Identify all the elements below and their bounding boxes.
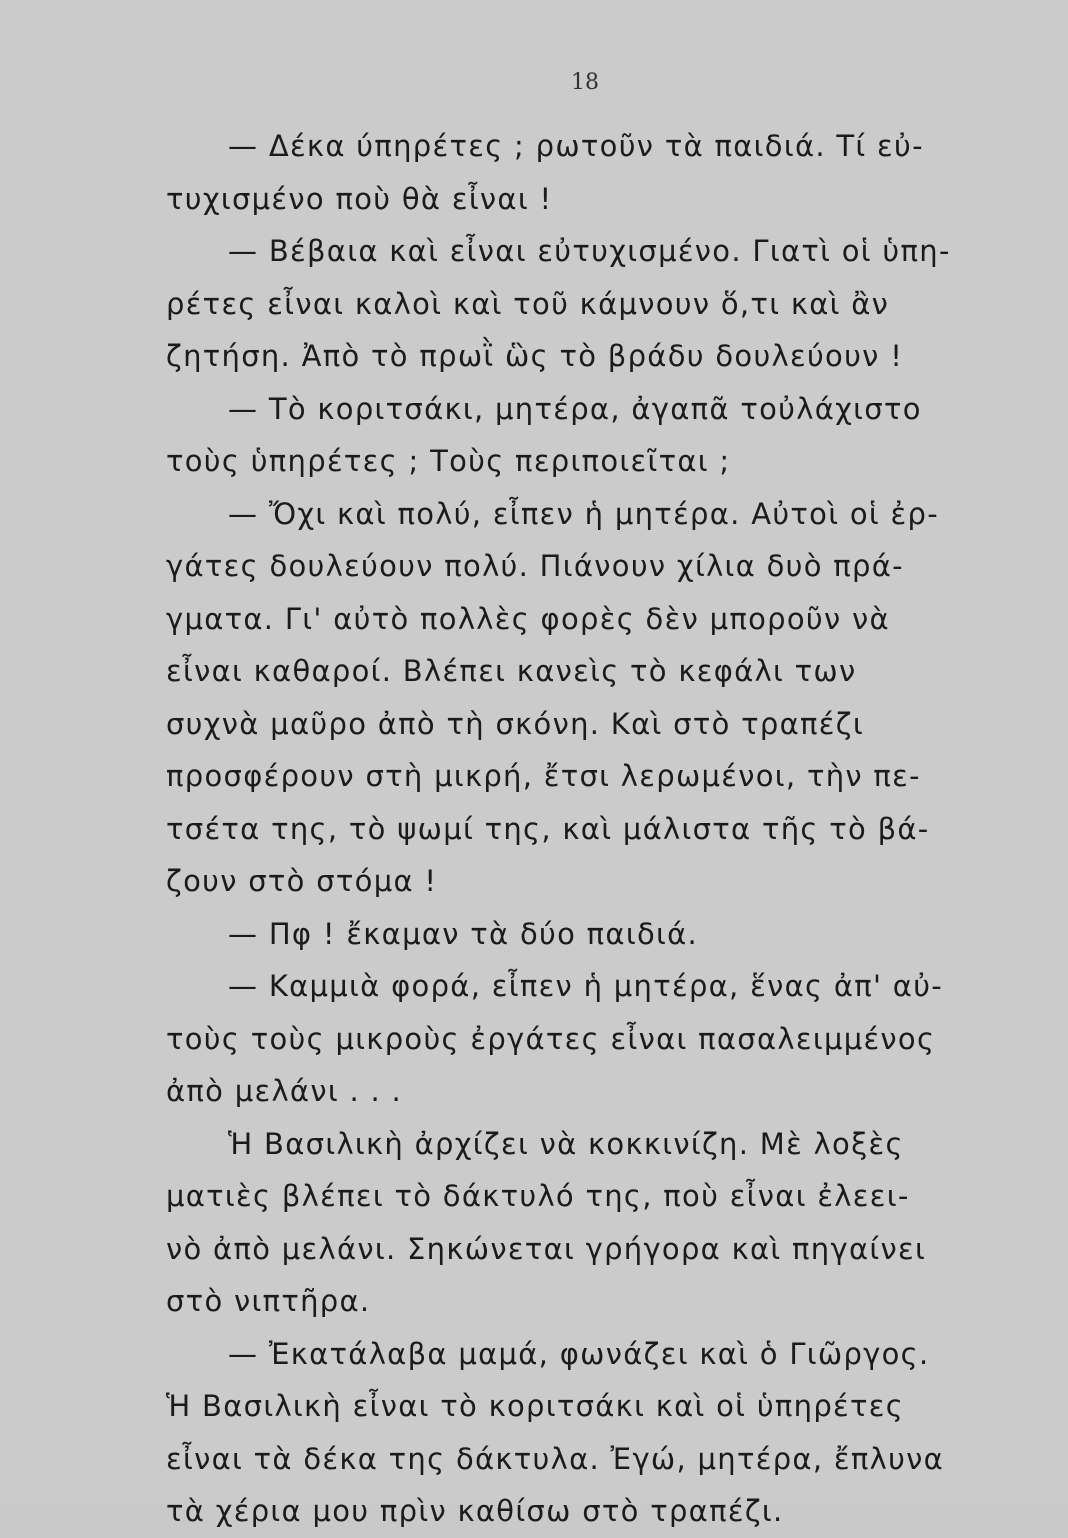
- text-line: ζουν στὸ στόμα !: [166, 864, 438, 898]
- text-line: — Δέκα ύπηρέτες ; ρωτοῦν τὰ παιδιά. Τί εὐ-: [228, 129, 924, 163]
- text-line: γάτες δουλεύουν πολύ. Πιάνουν χίλια δυὸ πρά-: [166, 549, 904, 583]
- text-line: νὸ ἀπὸ μελάνι. Σηκώνεται γρήγορα καὶ πηγαίνει: [166, 1231, 927, 1266]
- text-line: συχνὰ μαῦρο ἀπὸ τὴ σκόνη. Καὶ στὸ τραπέζι: [166, 706, 864, 741]
- text-line: τοὺς ὑπηρέτες ; Τοὺς περιποιεῖται ;: [166, 444, 731, 478]
- text-line: ρέτες εἶναι καλοὶ καὶ τοῦ κάμνουν ὅ,τι καὶ ἂν: [166, 286, 890, 321]
- text-line: ματιὲς βλέπει τὸ δάκτυλό της, ποὺ εἶναι ἐλεει-: [166, 1179, 910, 1213]
- text-line: στὸ νιπτῆρα.: [166, 1284, 371, 1318]
- text-line: τὰ χέρια μου πρὶν καθίσω στὸ τραπέζι.: [166, 1494, 784, 1528]
- text-line: τσέτα της, τὸ ψωμί της, καὶ μάλιστα τῆς τὸ βά-: [166, 811, 930, 846]
- text-line: ἀπὸ μελάνι . . .: [166, 1074, 403, 1108]
- text-line: — Πφ ! ἔκαμαν τὰ δύο παιδιά.: [228, 916, 699, 951]
- text-line: — Τὸ κοριτσάκι, μητέρα, ἀγαπᾶ τοὐλάχιστο: [228, 391, 922, 426]
- text-line: προσφέρουν στὴ μικρή, ἔτσι λερωμένοι, τὴν πε-: [166, 759, 921, 793]
- text-line: τοὺς τοὺς μικροὺς ἐργάτες εἶναι πασαλειμμένος: [166, 1021, 936, 1056]
- text-line: Ἡ Βασιλικὴ εἶναι τὸ κοριτσάκι καὶ οἱ ὑπηρέτες: [166, 1389, 905, 1423]
- page-number: 18: [571, 70, 599, 95]
- text-line: ζητήση. Ἀπὸ τὸ πρωῒ ὣς τὸ βράδυ δουλεύουν !: [166, 339, 904, 373]
- text-line: — Ὄχι καὶ πολύ, εἶπεν ἡ μητέρα. Αὐτοὶ οἱ ἐρ-: [228, 496, 939, 531]
- text-line: εἶναι τὰ δέκα της δάκτυλα. Ἐγώ, μητέρα, ἔπλυνα: [166, 1441, 945, 1476]
- text-line: Ἡ Βασιλικὴ ἀρχίζει νὰ κοκκινίζη. Μὲ λοξὲς: [228, 1126, 904, 1161]
- text-line: — Καμμιὰ φορά, εἶπεν ἡ μητέρα, ἕνας ἀπ' αὐ-: [228, 969, 944, 1003]
- body-text: [166, 120, 986, 1538]
- text-line: γματα. Γι' αὐτὸ πολλὲς φορὲς δὲν μποροῦν νὰ: [166, 601, 890, 636]
- text-line: — Βέβαια καὶ εἶναι εὐτυχισμένο. Γιατὶ οἱ ὑπη-: [228, 234, 951, 268]
- text-line: τυχισμένο ποὺ θὰ εἶναι !: [166, 181, 553, 216]
- text-line: εἶναι καθαροί. Βλέπει κανεὶς τὸ κεφάλι των: [166, 654, 857, 688]
- text-line: — Ἐκατάλαβα μαμά, φωνάζει καὶ ὁ Γιῶργος.: [228, 1336, 930, 1371]
